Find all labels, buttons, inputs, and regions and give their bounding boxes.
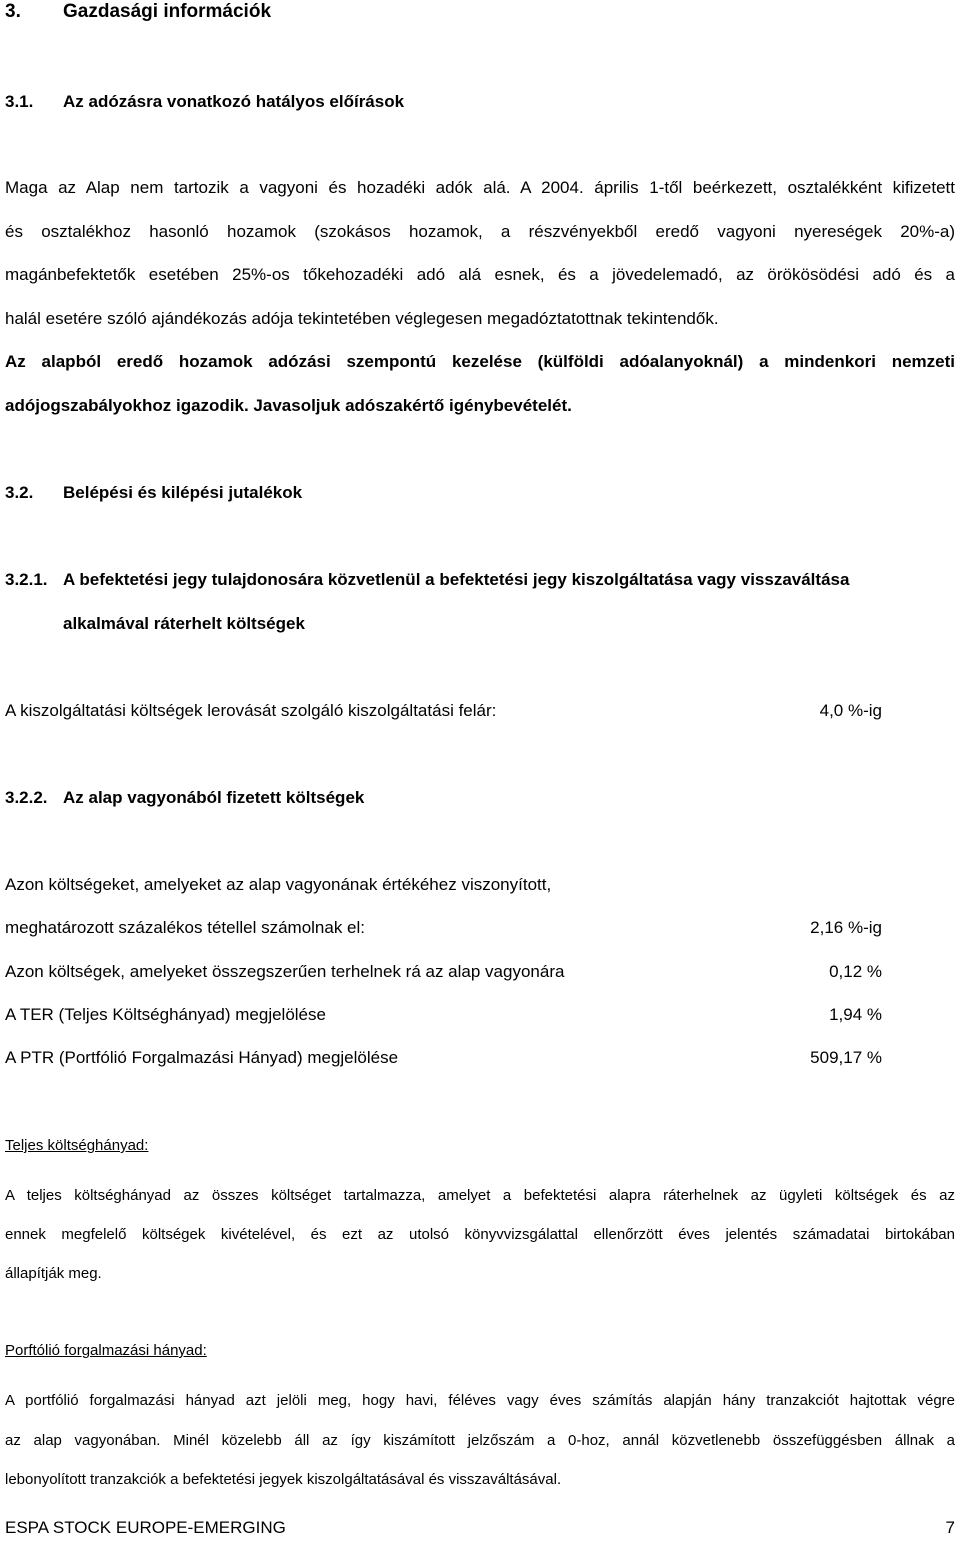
ter-line: A teljes költséghányad az összes költséget tartalmazza, amelyet a befektetési alapra ráterhelnek az ügyleti költségek és az <box>5 1187 955 1204</box>
footer-page-number: 7 <box>945 1518 955 1537</box>
ter-heading: Teljes költséghányad: <box>5 1137 149 1154</box>
subsection-heading <box>5 92 404 112</box>
subsection-number: 3.2. <box>5 483 34 502</box>
fee-label: A kiszolgáltatási költségek lerovását szolgáló kiszolgáltatási felár: <box>5 701 497 720</box>
ptr-heading: Porftólió forgalmazási hányad: <box>5 1342 207 1359</box>
section-title: Gazdasági információk <box>63 1 272 22</box>
cost-row-value: 1,94 % <box>829 1005 882 1024</box>
cost-row-value: 509,17 % <box>810 1048 882 1067</box>
footer-fund-name: ESPA STOCK EUROPE-EMERGING <box>5 1518 286 1537</box>
ter-line: ennek megfelelő költségek kivételével, és ezt az utolsó könyvvizsgálattal ellenőrzött éves jelentés számadatai birtokában <box>5 1226 955 1243</box>
ptr-line: az alap vagyonában. Minél közelebb áll az így kiszámított jelzőszám a 0-hoz, annál közvetlenebb összefüggésben állnak a <box>5 1432 955 1449</box>
subsection-title: Az adózásra vonatkozó hatályos előírások <box>63 92 405 111</box>
paragraph-line: és osztalékhoz hasonló hozamok (szokásos hozamok, a részvényekből eredő vagyoni nyereségek 20%-a) <box>5 222 955 241</box>
paragraph-line: halál esetére szóló ajándékozás adója tekintetében véglegesen megadóztatottnak tekintendők. <box>5 309 719 328</box>
subsubsection-heading <box>5 570 955 590</box>
subsection-number: 3.1. <box>5 92 34 111</box>
cost-row-label: A PTR (Portfólió Forgalmazási Hányad) megjelölése <box>5 1048 399 1067</box>
fee-value: 4,0 %-ig <box>819 701 882 720</box>
cost-row-value: 0,12 % <box>829 962 882 981</box>
paragraph-line: magánbefektetők esetében 25%-os tőkehozadéki adó alá esnek, és a jövedelemadó, az örökösödési adó és a <box>5 265 955 284</box>
cost-row-label: Azon költségek, amelyeket összegszerűen terhelnek rá az alap vagyonára <box>5 962 565 981</box>
cost-intro-line: Azon költségeket, amelyeket az alap vagyonának értékéhez viszonyított, <box>5 875 552 894</box>
subsection-title: Belépési és kilépési jutalékok <box>63 483 303 502</box>
cost-row-label: meghatározott százalékos tétellel számolnak el: <box>5 918 366 937</box>
subsubsection-title: Az alap vagyonából fizetett költségek <box>63 788 365 807</box>
ptr-line: lebonyolított tranzakciók a befektetési jegyek kiszolgáltatásával és visszaváltásával. <box>5 1471 562 1488</box>
subsubsection-number: 3.2.2. <box>5 788 48 807</box>
subsection-heading <box>5 483 302 503</box>
cost-row-value: 2,16 %-ig <box>810 918 882 937</box>
paragraph-line-bold: Az alapból eredő hozamok adózási szempontú kezelése (külföldi adóalanyoknál) a mindenkori nemzeti <box>5 352 955 371</box>
paragraph-line: Maga az Alap nem tartozik a vagyoni és hozadéki adók alá. A 2004. április 1-től beérkezett, osztalékként kifizetett <box>5 178 955 197</box>
section-heading <box>5 2 271 22</box>
paragraph-line-bold: adójogszabályokhoz igazodik. Javasoljuk adószakértő igénybevételét. <box>5 396 572 415</box>
cost-row-label: A TER (Teljes Költséghányad) megjelölése <box>5 1005 326 1024</box>
subsubsection-heading <box>5 788 364 808</box>
subsubsection-title-cont: alkalmával ráterhelt költségek <box>63 614 305 633</box>
subsubsection-number: 3.2.1. <box>5 570 48 589</box>
ptr-line: A portfólió forgalmazási hányad azt jelöli meg, hogy havi, féléves vagy éves számítás alapján hány tranzakciót hajtottak végre <box>5 1392 955 1409</box>
ter-line: állapítják meg. <box>5 1265 102 1282</box>
section-number: 3. <box>5 1 21 22</box>
subsubsection-title: A befektetési jegy tulajdonosára közvetlenül a befektetési jegy kiszolgáltatása vagy visszaváltása <box>63 570 850 589</box>
